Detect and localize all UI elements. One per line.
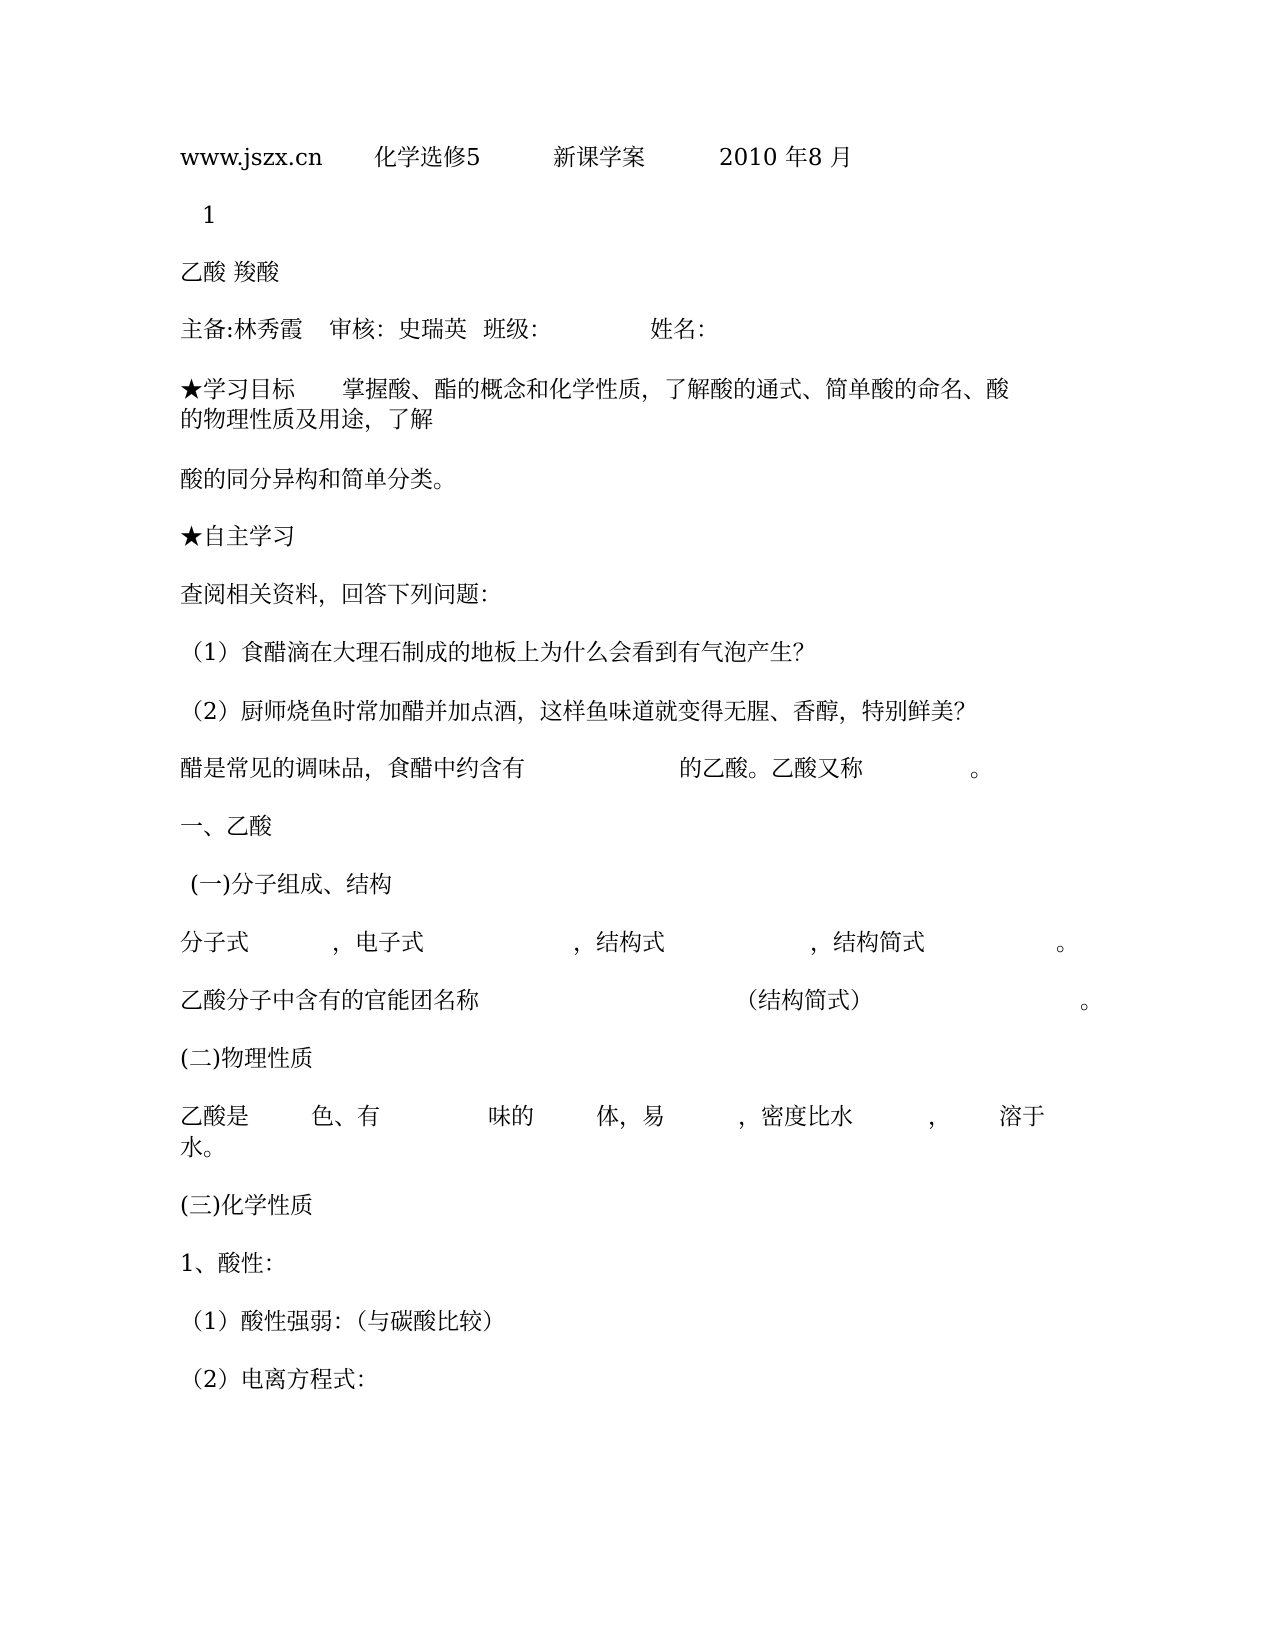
physical-text-7: 溶于 xyxy=(999,1104,1045,1130)
acidity-strength: （1）酸性强弱：（与碳酸比较） xyxy=(180,1309,506,1335)
physical-text-3: 味的 xyxy=(488,1104,534,1130)
structural-formula-label: ，结构式 xyxy=(573,930,665,956)
self-study-prompt: 查阅相关资料，回答下列问题： xyxy=(180,582,502,608)
formula-label: 分子式 xyxy=(180,930,249,956)
vinegar-text-end: 。 xyxy=(970,756,993,782)
preparer: 主备:林秀霞 xyxy=(180,317,303,343)
question-1: （1）食醋滴在大理石制成的地板上为什么会看到有气泡产生？ xyxy=(180,640,816,666)
physical-text-6: ， xyxy=(928,1104,951,1130)
functional-group-end: 。 xyxy=(1080,988,1103,1014)
subsection-structure: (一)分子组成、结构 xyxy=(190,872,392,898)
question-2: （2）厨师烧鱼时常加醋并加点酒，这样鱼味道就变得无腥、香醇，特别鲜美？ xyxy=(180,699,977,725)
objectives-label: ★学习目标 xyxy=(180,377,295,403)
chemical-item-1: 1、酸性： xyxy=(180,1251,287,1277)
section-heading: 一、乙酸 xyxy=(180,814,272,840)
condensed-formula-label: ，结构简式 xyxy=(810,930,925,956)
physical-text-4: 体，易 xyxy=(596,1104,665,1130)
physical-text-5: ，密度比水 xyxy=(738,1104,853,1130)
functional-group-label: 乙酸分子中含有的官能团名称 xyxy=(180,988,479,1014)
reviewer: 审核：史瑞英 xyxy=(329,317,467,343)
electron-formula-label: ，电子式 xyxy=(332,930,424,956)
name-label: 姓名： xyxy=(650,317,719,343)
header-date: 2010 年8 月 xyxy=(719,145,853,171)
vinegar-text-a: 醋是常见的调味品，食醋中约含有 xyxy=(180,756,525,782)
subsection-chemical: (三)化学性质 xyxy=(180,1193,313,1219)
physical-text-2: 色、有 xyxy=(311,1104,380,1130)
objectives-line-2: 的物理性质及用途，了解 xyxy=(180,407,433,433)
self-study-heading: ★自主学习 xyxy=(180,524,295,550)
subsection-physical: (二)物理性质 xyxy=(180,1046,313,1072)
ionization-equation: （2）电离方程式： xyxy=(180,1367,379,1393)
header-course: 化学选修5 xyxy=(374,145,481,171)
class-label: 班级： xyxy=(483,317,552,343)
header-site: www.jszx.cn xyxy=(180,145,323,171)
physical-text-1: 乙酸是 xyxy=(180,1104,249,1130)
functional-group-structure-label: （结构简式） xyxy=(735,988,873,1014)
vinegar-text-b: 的乙酸。乙酸又称 xyxy=(679,756,863,782)
page-title: 乙酸 羧酸 xyxy=(180,260,280,286)
objectives-line-3: 酸的同分异构和简单分类。 xyxy=(180,467,456,493)
physical-text-8: 水。 xyxy=(180,1135,226,1161)
formula-line-end: 。 xyxy=(1056,930,1079,956)
objectives-line-1: 掌握酸、酯的概念和化学性质，了解酸的通式、简单酸的命名、酸 xyxy=(342,377,1009,403)
header-type: 新课学案 xyxy=(553,145,645,171)
page-number: 1 xyxy=(202,203,217,229)
